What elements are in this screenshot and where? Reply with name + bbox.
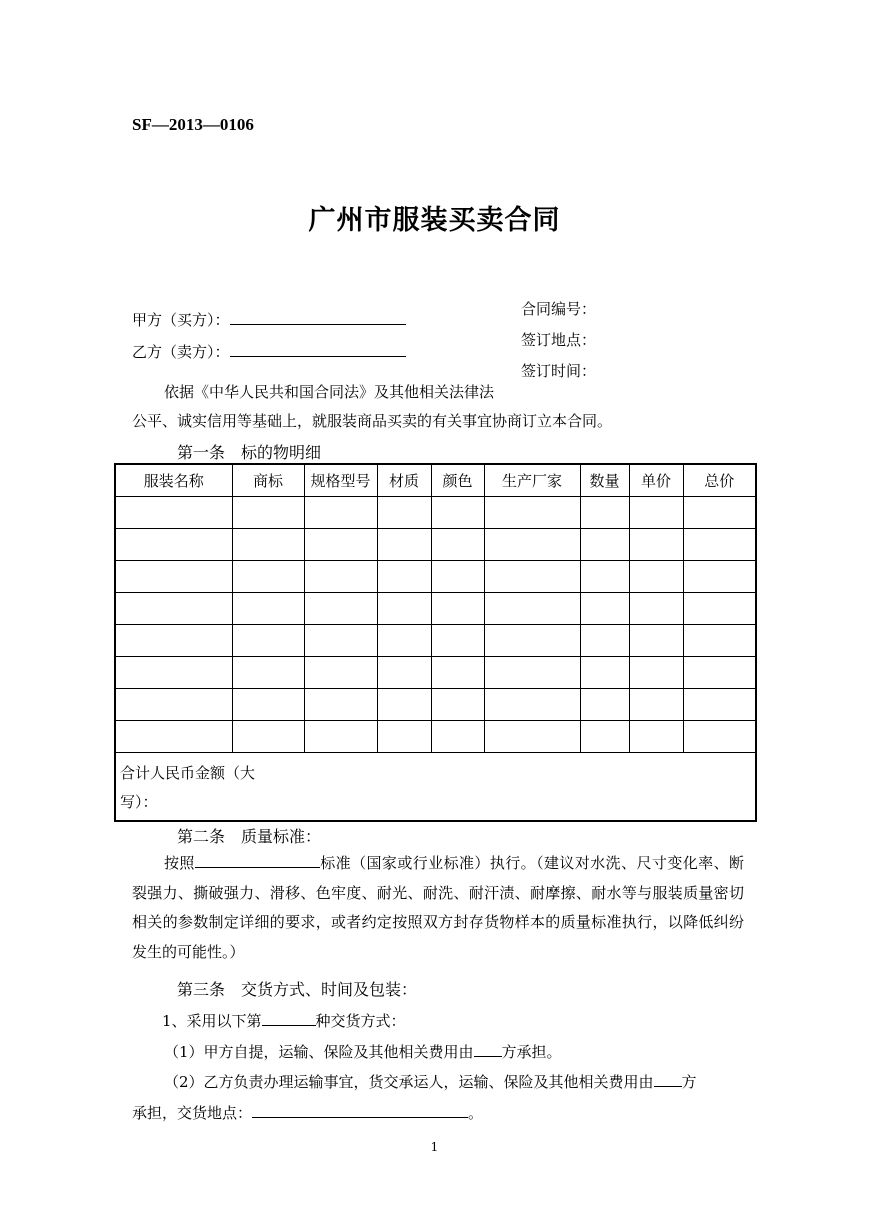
table-cell[interactable] (580, 657, 629, 689)
buyer-label: 甲方（买方）： (132, 311, 230, 329)
table-cell[interactable] (232, 593, 304, 625)
table-row (115, 593, 756, 625)
article-2-text-before: 按照 (164, 854, 195, 872)
option-2-after: 方 (681, 1073, 697, 1091)
table-cell[interactable] (304, 529, 377, 561)
table-cell[interactable] (232, 561, 304, 593)
table-cell[interactable] (232, 529, 304, 561)
table-cell[interactable] (629, 497, 683, 529)
contract-no-label: 合同编号： (521, 300, 597, 318)
item-table (114, 463, 757, 822)
table-row (115, 529, 756, 561)
table-cell[interactable] (580, 625, 629, 657)
table-cell[interactable] (484, 657, 580, 689)
table-cell[interactable] (377, 497, 431, 529)
table-cell[interactable] (377, 689, 431, 721)
option-1-party-blank[interactable] (474, 1040, 502, 1057)
buyer-blank[interactable] (230, 308, 406, 325)
column-header: 生产厂家 (484, 464, 580, 497)
item-1-before: 1、采用以下第 (162, 1012, 262, 1030)
column-header: 商标 (232, 464, 304, 497)
seller-blank[interactable] (230, 340, 406, 357)
table-row (115, 657, 756, 689)
column-header: 单价 (629, 464, 683, 497)
table-cell[interactable] (484, 561, 580, 593)
table-cell[interactable] (629, 721, 683, 753)
column-header: 服装名称 (115, 464, 232, 497)
table-cell[interactable] (683, 497, 756, 529)
table-cell[interactable] (484, 625, 580, 657)
option-1-before: （1）甲方自提，运输、保险及其他相关费用由 (164, 1043, 474, 1061)
table-cell[interactable] (232, 625, 304, 657)
table-cell[interactable] (484, 593, 580, 625)
table-cell[interactable] (304, 593, 377, 625)
table-cell[interactable] (683, 689, 756, 721)
item-1-after: 种交货方式： (315, 1012, 406, 1030)
seller-label: 乙方（卖方）： (132, 343, 230, 361)
column-header: 规格型号 (304, 464, 377, 497)
column-header: 材质 (377, 464, 431, 497)
table-cell[interactable] (629, 529, 683, 561)
table-cell[interactable] (484, 529, 580, 561)
table-cell[interactable] (232, 497, 304, 529)
table-cell[interactable] (484, 721, 580, 753)
table-row (115, 625, 756, 657)
table-cell[interactable] (304, 689, 377, 721)
table-cell[interactable] (115, 593, 232, 625)
total-amount-cell[interactable] (115, 753, 756, 822)
option-2-line-2-after: 。 (468, 1104, 484, 1122)
table-cell[interactable] (115, 529, 232, 561)
item-table-header (115, 464, 756, 497)
page-title: 广州市服装买卖合同 (308, 205, 561, 236)
article-3-option-2 (164, 1070, 697, 1092)
column-header: 数量 (580, 464, 629, 497)
table-cell[interactable] (683, 625, 756, 657)
table-cell[interactable] (580, 689, 629, 721)
table-cell[interactable] (115, 561, 232, 593)
table-cell[interactable] (683, 593, 756, 625)
table-cell[interactable] (431, 721, 484, 753)
table-cell[interactable] (431, 657, 484, 689)
table-cell[interactable] (431, 593, 484, 625)
table-cell[interactable] (683, 561, 756, 593)
table-cell[interactable] (232, 689, 304, 721)
table-cell[interactable] (683, 721, 756, 753)
option-2-line-2-before: 承担，交货地点： (132, 1104, 253, 1122)
table-cell[interactable] (431, 625, 484, 657)
table-cell[interactable] (377, 529, 431, 561)
table-cell[interactable] (629, 561, 683, 593)
article-3-option-1 (164, 1040, 562, 1062)
table-cell[interactable] (304, 721, 377, 753)
table-cell[interactable] (304, 497, 377, 529)
table-cell[interactable] (115, 721, 232, 753)
table-cell[interactable] (115, 657, 232, 689)
table-cell[interactable] (115, 689, 232, 721)
table-cell[interactable] (683, 529, 756, 561)
table-cell[interactable] (484, 497, 580, 529)
table-cell[interactable] (629, 625, 683, 657)
table-row (115, 561, 756, 593)
total-amount-label: 合计人民币金额（大写）： (120, 764, 256, 811)
delivery-place-blank[interactable] (252, 1101, 468, 1118)
table-cell[interactable] (377, 561, 431, 593)
table-cell[interactable] (377, 657, 431, 689)
option-1-after: 方承担。 (501, 1043, 562, 1061)
total-row (115, 753, 756, 822)
table-cell[interactable] (115, 497, 232, 529)
table-cell[interactable] (580, 561, 629, 593)
article-1-heading: 第一条 标的物明细 (177, 443, 322, 462)
sign-time-label: 签订时间： (521, 362, 597, 380)
table-row (115, 721, 756, 753)
seller-field (132, 340, 406, 362)
table-cell[interactable] (580, 721, 629, 753)
table-cell[interactable] (232, 721, 304, 753)
table-cell[interactable] (304, 657, 377, 689)
column-header: 颜色 (431, 464, 484, 497)
table-cell[interactable] (431, 689, 484, 721)
table-cell[interactable] (377, 625, 431, 657)
article-2-heading: 第二条 质量标准： (177, 827, 322, 846)
table-cell[interactable] (304, 561, 377, 593)
table-cell[interactable] (377, 721, 431, 753)
column-header: 总价 (683, 464, 756, 497)
table-cell[interactable] (484, 689, 580, 721)
table-row (115, 689, 756, 721)
table-cell[interactable] (580, 529, 629, 561)
preamble-line-2: 公平、诚实信用等基础上，就服装商品买卖的有关事宜协商订立本合同。 (132, 412, 613, 430)
table-cell[interactable] (580, 497, 629, 529)
table-cell[interactable] (580, 593, 629, 625)
table-cell[interactable] (431, 529, 484, 561)
article-3-option-2-line-2 (132, 1101, 483, 1123)
article-3-item-1 (162, 1009, 406, 1031)
article-2-text (132, 849, 744, 967)
delivery-method-blank[interactable] (262, 1009, 316, 1026)
table-cell[interactable] (683, 657, 756, 689)
table-cell[interactable] (304, 625, 377, 657)
table-cell[interactable] (377, 593, 431, 625)
buyer-field (132, 308, 406, 330)
table-cell[interactable] (431, 497, 484, 529)
document-number: SF—2013—0106 (132, 115, 254, 134)
table-cell[interactable] (232, 657, 304, 689)
sign-place-label: 签订地点： (521, 331, 597, 349)
article-2-text-after: 标准（国家或行业标准）执行。（建议对水洗、尺寸变化率、断裂强力、撕破强力、滑移、色牢度、耐光、耐洗、耐汗渍、耐摩擦、耐水等与服装质量密切相关的参数制定详细的要求，或者约定按照双方封存货物样本的质量标准执行，以降低纠纷发生的可能性。） (132, 854, 744, 961)
table-row (115, 497, 756, 529)
article-3-heading: 第三条 交货方式、时间及包装： (177, 980, 418, 999)
table-cell[interactable] (431, 561, 484, 593)
table-cell[interactable] (629, 657, 683, 689)
page-number: 1 (430, 1140, 439, 1154)
table-cell[interactable] (115, 625, 232, 657)
preamble-line-1: 依据《中华人民共和国合同法》及其他相关法律法 (164, 383, 495, 401)
option-2-party-blank[interactable] (654, 1070, 682, 1087)
quality-standard-blank[interactable] (195, 851, 320, 868)
table-cell[interactable] (629, 689, 683, 721)
table-cell[interactable] (629, 593, 683, 625)
option-2-before: （2）乙方负责办理运输事宜，货交承运人，运输、保险及其他相关费用由 (164, 1073, 654, 1091)
